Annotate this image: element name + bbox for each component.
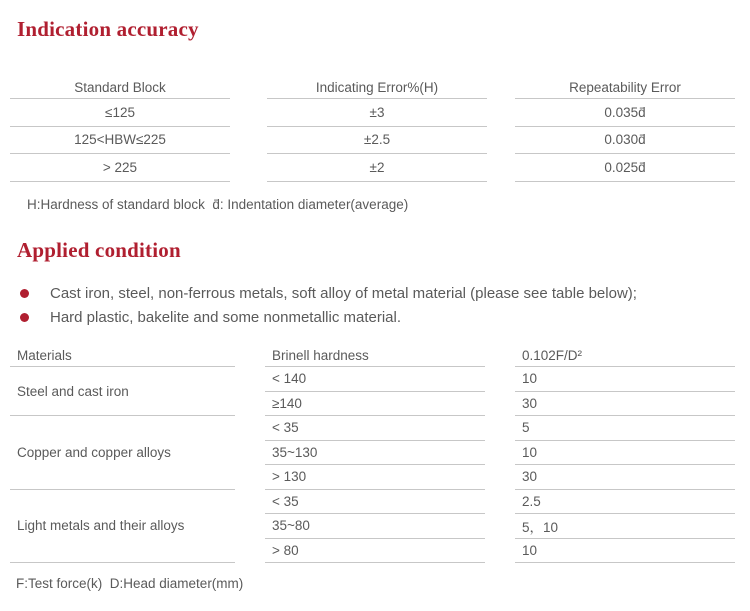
list-item — [20, 281, 637, 305]
list-item-text: Cast iron, steel, non-ferrous metals, soft alloy of metal material (please see table below); — [50, 284, 637, 302]
column-header: Repeatability Error — [515, 76, 735, 99]
table-cell: 30 — [515, 392, 735, 417]
material-group-cell: Steel and cast iron — [10, 367, 235, 416]
table-column-standard-block — [10, 76, 230, 182]
material-group-cell: Copper and copper alloys — [10, 416, 235, 490]
table-footnote-force: F:Test force(k) D:Head diameter(mm) — [16, 576, 244, 591]
table-column-repeatability-error — [515, 76, 735, 182]
table-column-materials — [10, 345, 235, 563]
table-cell: ±2.5 — [267, 127, 487, 155]
column-header: 0.102F/D² — [515, 345, 735, 367]
table-cell: 0.035d̄ — [515, 99, 735, 127]
table-cell: 0.030d̄ — [515, 127, 735, 155]
material-group-cell: Light metals and their alloys — [10, 490, 235, 564]
bullet-dot-icon — [20, 313, 29, 322]
applied-condition-list — [20, 281, 637, 329]
table-cell: 2.5 — [515, 490, 735, 515]
table-cell: > 225 — [10, 154, 230, 182]
table-cell: > 130 — [265, 465, 485, 490]
materials-table — [10, 345, 735, 563]
table-cell: ±2 — [267, 154, 487, 182]
table-cell: 0.025d̄ — [515, 154, 735, 182]
table-cell: > 80 — [265, 539, 485, 564]
table-cell: 5 — [515, 416, 735, 441]
column-header: Indicating Error%(H) — [267, 76, 487, 99]
section-title-applied-condition: Applied condition — [17, 238, 181, 262]
table-cell: 5，10 — [515, 514, 735, 539]
table-cell: 10 — [515, 367, 735, 392]
table-column-brinell-hardness — [265, 345, 485, 563]
table-cell: 10 — [515, 539, 735, 564]
list-item — [20, 305, 637, 329]
table-cell: ≥140 — [265, 392, 485, 417]
column-header: Materials — [10, 345, 235, 367]
table-cell: 35~130 — [265, 441, 485, 466]
table-column-indicating-error — [267, 76, 487, 182]
list-item-text: Hard plastic, bakelite and some nonmetallic material. — [50, 308, 401, 326]
table-cell: 10 — [515, 441, 735, 466]
section-title-indication-accuracy: Indication accuracy — [17, 17, 199, 41]
table-cell: ≤125 — [10, 99, 230, 127]
table-cell: 30 — [515, 465, 735, 490]
table-cell: 35~80 — [265, 514, 485, 539]
table-footnote-hardness: H:Hardness of standard block d̄: Indentation diameter(average) — [27, 197, 409, 212]
table-cell: ±3 — [267, 99, 487, 127]
table-cell: 125<HBW≤225 — [10, 127, 230, 155]
table-column-force-ratio — [515, 345, 735, 563]
column-header: Brinell hardness — [265, 345, 485, 367]
bullet-dot-icon — [20, 289, 29, 298]
table-cell: < 140 — [265, 367, 485, 392]
column-header: Standard Block — [10, 76, 230, 99]
table-cell: < 35 — [265, 416, 485, 441]
indication-accuracy-table — [10, 76, 735, 182]
table-cell: < 35 — [265, 490, 485, 515]
